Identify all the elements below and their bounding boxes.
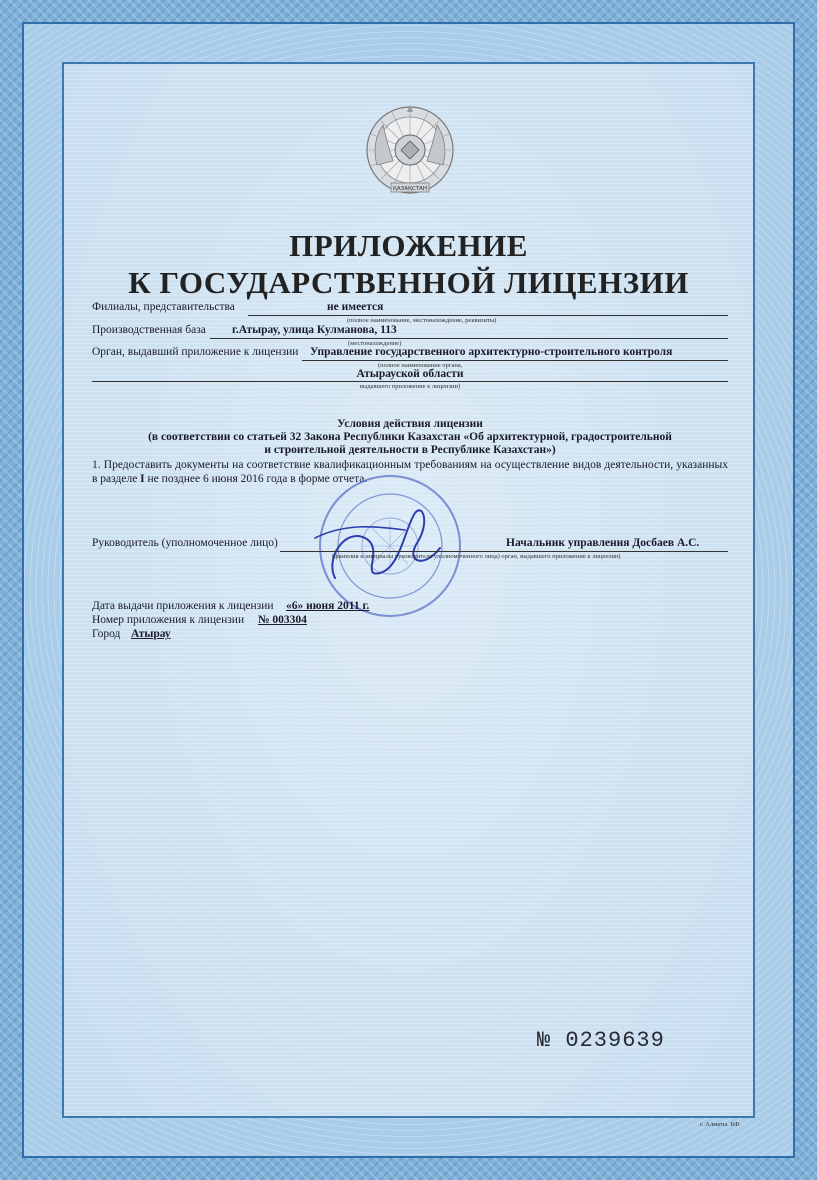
conditions-subheading-2: и строительной деятельности в Республике Казахстан») bbox=[264, 444, 556, 456]
conditions-item-text-b: не позднее 6 июня 2016 года в форме отчета. bbox=[144, 473, 368, 485]
issuing-authority-value-2: Атырауской области bbox=[356, 368, 464, 380]
issuing-authority-hint-2: выдавшего приложение к лицензии) bbox=[359, 383, 461, 390]
printer-mark: г. Алматы. БФ. bbox=[700, 1121, 741, 1128]
head-hint: (фамилия и инициалы руководителя уполномоченного лица) орган, выдавшего приложение к лицензии) bbox=[332, 553, 621, 560]
emblem-caption: ҚАЗАҚСТАН bbox=[393, 186, 427, 192]
city-label: Город bbox=[92, 628, 121, 640]
conditions-item-text-a: 1. Предоставить документы на соответствие квалификационным требованиям на осуществление видов деятельности, указанных в разделе bbox=[92, 459, 728, 485]
kazakhstan-emblem-icon bbox=[357, 103, 463, 203]
conditions-item-section: I bbox=[140, 473, 145, 485]
issue-date-label: Дата выдачи приложения к лицензии bbox=[92, 600, 274, 612]
appendix-number-value: № 003304 bbox=[258, 614, 307, 626]
head-value: Начальник управления Досбаев А.С. bbox=[506, 537, 700, 549]
head-underline bbox=[280, 551, 728, 552]
city-value: Атырау bbox=[131, 628, 171, 640]
issuing-authority-underline-2 bbox=[92, 381, 728, 382]
issuing-authority-hint-1: (полное наименование органа, bbox=[378, 362, 463, 369]
branches-underline bbox=[248, 315, 728, 316]
issuing-authority-value-1: Управление государственного архитектурно-строительного контроля bbox=[310, 346, 673, 358]
serial-number bbox=[537, 1028, 665, 1053]
official-stamp-icon bbox=[305, 468, 470, 618]
branches-label: Филиалы, представительства bbox=[92, 301, 235, 313]
serial-number-value: 0239639 bbox=[565, 1028, 665, 1053]
production-base-label: Производственная база bbox=[92, 324, 206, 336]
conditions-heading: Условия действия лицензии bbox=[337, 418, 483, 430]
production-base-hint: (местонахождение) bbox=[348, 340, 402, 347]
head-label: Руководитель (уполномоченное лицо) bbox=[92, 537, 278, 549]
branches-value: не имеется bbox=[327, 301, 384, 313]
appendix-number-label: Номер приложения к лицензии bbox=[92, 614, 245, 626]
issue-date-value: «6» июня 2011 г. bbox=[286, 600, 370, 612]
production-base-value: г.Атырау, улица Кулманова, 113 bbox=[232, 324, 397, 336]
branches-hint: (полное наименование, местонахождение, реквизиты) bbox=[347, 317, 497, 324]
document-title-line1: ПРИЛОЖЕНИЕ bbox=[289, 228, 528, 263]
issuing-authority-label: Орган, выдавший приложение к лицензии bbox=[92, 346, 299, 358]
serial-number-symbol: № bbox=[537, 1028, 552, 1053]
conditions-subheading-1: (в соответствии со статьей 32 Закона Республики Казахстан «Об архитектурной, градостроительной bbox=[148, 431, 672, 443]
production-base-underline bbox=[210, 338, 728, 339]
document-title-line2: К ГОСУДАРСТВЕННОЙ ЛИЦЕНЗИИ bbox=[128, 265, 689, 300]
issuing-authority-underline-1 bbox=[302, 360, 728, 361]
